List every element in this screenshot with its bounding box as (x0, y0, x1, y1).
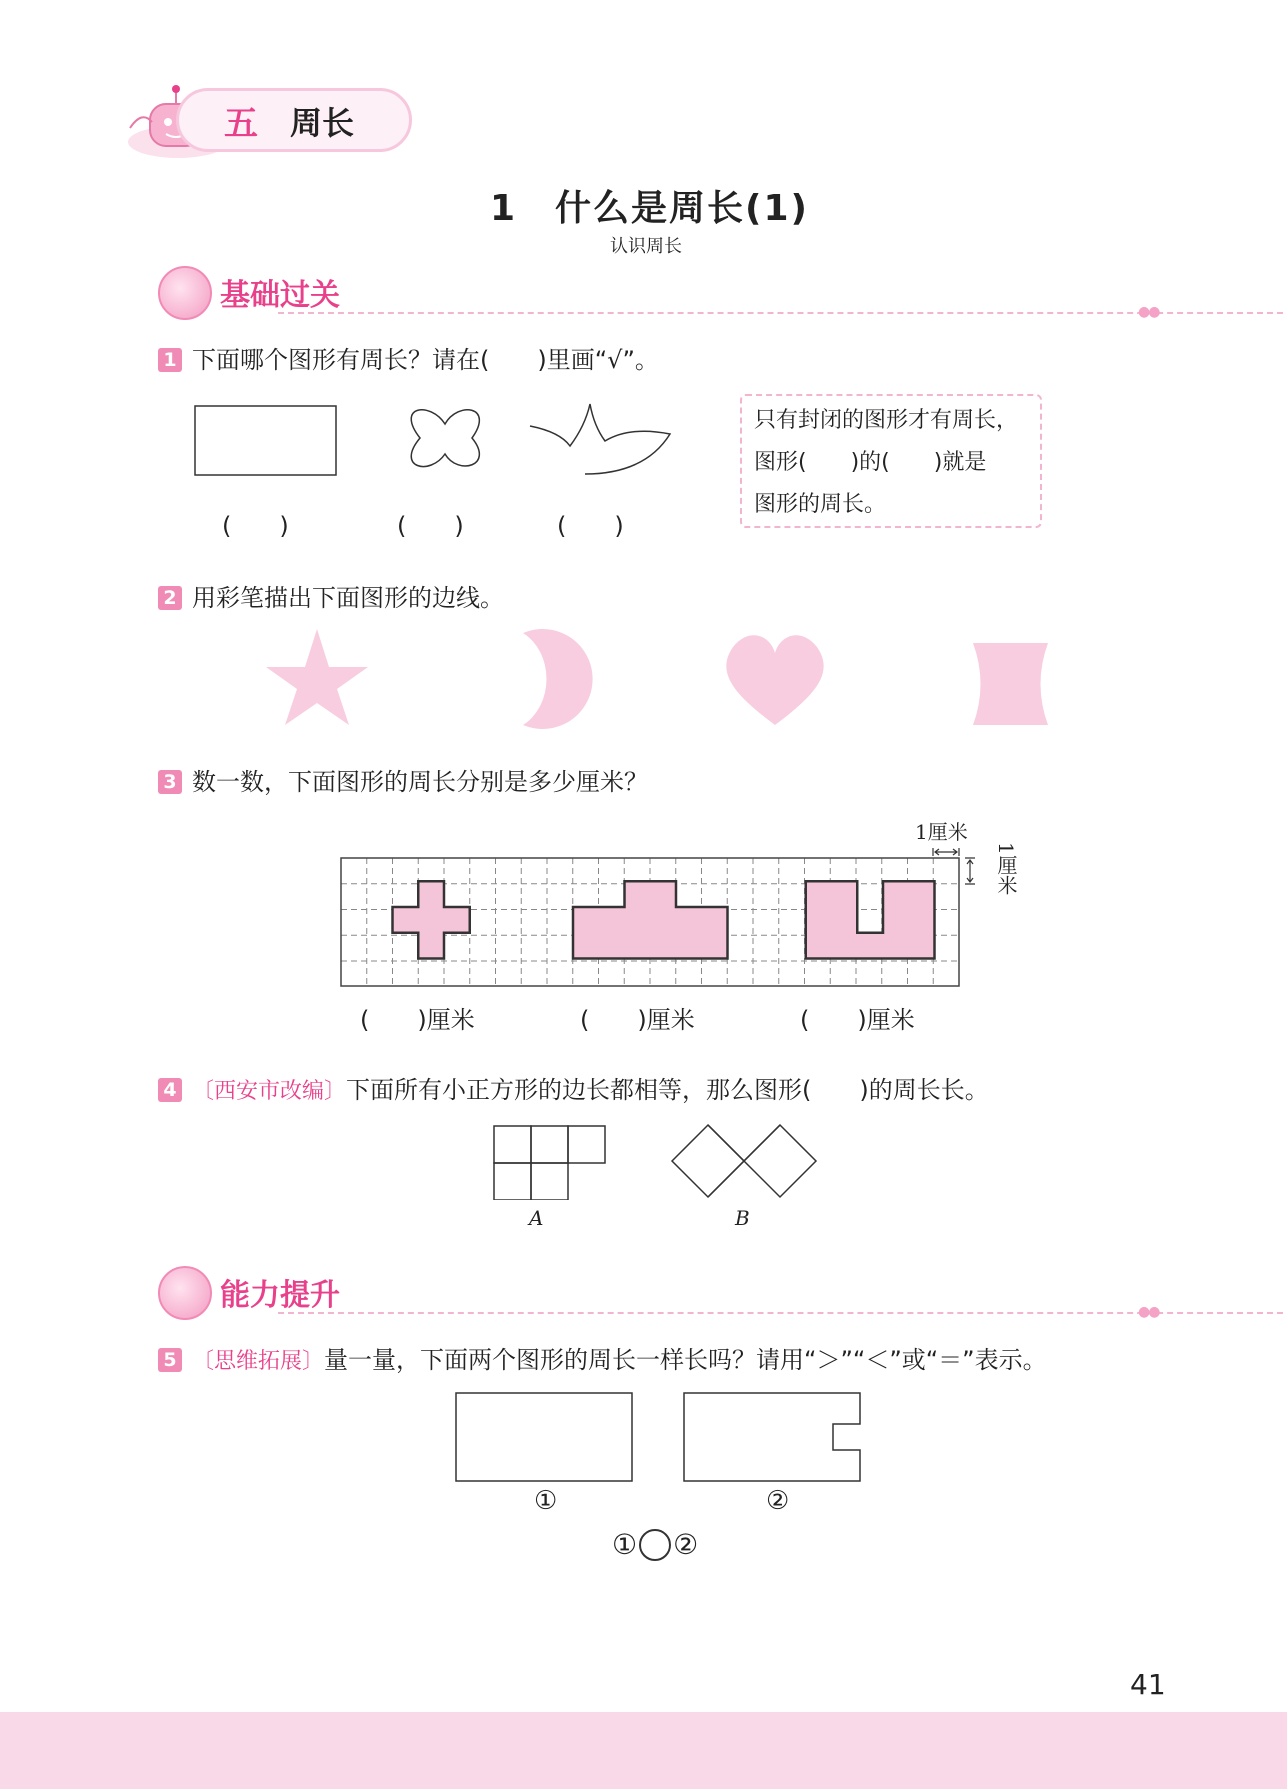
chapter-number: 五 (224, 104, 258, 144)
scale-label-vertical: 1厘米 (994, 842, 1018, 895)
question-3 (158, 762, 648, 797)
dots-icon: ●● (1138, 304, 1159, 320)
question-text: 量一量，下面两个图形的周长一样长吗？请用“＞”“＜”或“＝”表示。 (324, 1346, 1047, 1374)
u-shape (806, 881, 935, 958)
answer-blank-cm-1[interactable]: ( )厘米 (360, 1006, 475, 1034)
compare-right: ② (673, 1528, 699, 1561)
heart-shape (726, 635, 823, 725)
star-shape (266, 629, 368, 725)
tip-line: 图形的周长。 (754, 492, 887, 517)
section-header-advanced (158, 1266, 1158, 1320)
bottom-band (0, 1712, 1287, 1789)
question-4 (158, 1070, 989, 1105)
figure-label-1: ① (534, 1486, 558, 1516)
concave-shape (973, 643, 1048, 725)
q4-figures (490, 1120, 830, 1200)
girl-avatar-icon (158, 266, 212, 320)
rectangle-shape (195, 406, 336, 475)
open-bird-shape (530, 404, 670, 474)
tip-line: 只有封闭的图形才有周长， (754, 408, 1019, 433)
moon-shape (523, 629, 593, 729)
question-tag: 〔思维拓展〕 (192, 1349, 325, 1374)
section-title: 基础过关 (220, 278, 340, 313)
answer-blank-2[interactable]: ( ) (397, 512, 464, 540)
q1-shapes (190, 396, 700, 486)
divider (278, 1312, 1287, 1314)
figure-label-b: B (735, 1206, 750, 1230)
question-tag: 〔西安市改编〕 (192, 1079, 347, 1104)
page-number: 41 (1130, 1668, 1166, 1701)
compare-row (612, 1528, 698, 1561)
section-header-basic (158, 266, 1158, 320)
figure-b (672, 1125, 816, 1197)
kid-avatar-icon (158, 1266, 212, 1320)
tip-box (740, 394, 1042, 528)
question-2 (158, 578, 504, 613)
divider (278, 312, 1287, 314)
question-number: 5 (158, 1348, 182, 1372)
lesson-title: 1 什么是周长(1) (490, 188, 810, 229)
chapter-banner (120, 82, 410, 158)
figure-a (494, 1126, 605, 1200)
tip-line: 图形( )的( )就是 (754, 450, 987, 475)
dots-icon: ●● (1138, 1304, 1159, 1320)
figure-label-2: ② (766, 1486, 790, 1516)
answer-blank-1[interactable]: ( ) (222, 512, 289, 540)
q5-figures (450, 1388, 870, 1484)
question-text: 下面所有小正方形的边长都相等，那么图形( )的周长长。 (346, 1076, 989, 1104)
chapter-title: 周长 (290, 104, 355, 142)
figure-1 (456, 1393, 632, 1481)
compare-circle[interactable] (639, 1529, 671, 1561)
section-title: 能力提升 (220, 1278, 340, 1313)
question-text: 下面哪个图形有周长？请在( )里画“√”。 (192, 346, 659, 374)
answer-blank-cm-2[interactable]: ( )厘米 (580, 1006, 695, 1034)
lesson-subtitle: 认识周长 (610, 236, 682, 257)
scale-label-horizontal: 1厘米 (915, 820, 968, 844)
question-5 (158, 1340, 1047, 1375)
answer-blank-3[interactable]: ( ) (557, 512, 624, 540)
compare-left: ① (612, 1528, 638, 1561)
cross-shape (393, 881, 470, 958)
figure-label-a: A (529, 1206, 544, 1230)
figure-2 (684, 1393, 860, 1481)
question-text: 数一数，下面图形的周长分别是多少厘米？ (192, 768, 648, 796)
question-1 (158, 340, 659, 375)
q2-shapes (255, 625, 1055, 730)
question-number: 4 (158, 1078, 182, 1102)
question-number: 2 (158, 586, 182, 610)
question-number: 3 (158, 770, 182, 794)
question-text: 用彩笔描出下面图形的边线。 (192, 584, 504, 612)
q3-grid (335, 848, 985, 988)
answer-blank-cm-3[interactable]: ( )厘米 (800, 1006, 915, 1034)
step-shape (573, 881, 728, 958)
flower-shape (411, 410, 479, 467)
question-number: 1 (158, 348, 182, 372)
